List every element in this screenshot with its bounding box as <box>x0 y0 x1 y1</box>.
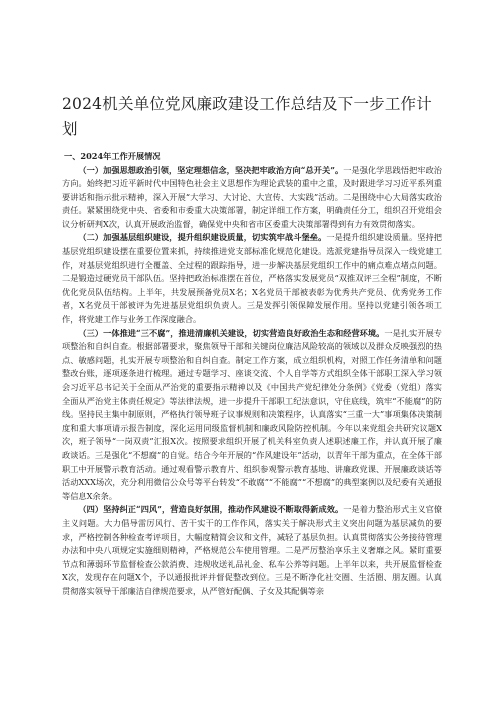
paragraph-1-lead: （一）加强思想政治引领，坚定理想信念，坚决把牢政治方向“总开关”。 <box>78 164 344 175</box>
paragraph-3-text: 一是扎实开展专项整治和自纠自查。根据部署要求，聚焦领导干部和关键岗位廉洁风险较高的领域以及群众反映强烈的热点、敏感问题，扎实开展专项整治和自纠自查。制定工作方案，成立组织机构，对照工作任务清单和问题整改台账，逐项逐条进行梳理。通过专题学习、座谈交流、个人自学等方式组织全体干部职工深入学习领会习近平总书记关于全面从严治党的重要指示精神以及《中国共产党纪律处分条例》《党委（党组）落实全面从严治党主体责任规定》等法律法规，进一步提升干部职工纪法意识，守住底线，筑牢“不能腐”的防线。坚持民主集中制原则，严格执行领导班子议事规则和决策程序，认真落实“三重一大”事项集体决策制度和重大事项请示报告制度，深化运用同级监督机制和廉政风险防控机制。今年以来党组会共研究议题X次，班子领导“一岗双责”汇报X次。按照要求组织开展了机关科室负责人述职述廉工作，并认真开展了廉政谈话。三是强化“不想腐”的自觉。结合今年开展的“作风建设年”活动，以青年干部为重点，在全体干部职工中开展警示教育活动。通过观看警示教育片、组织参观警示教育基地、讲廉政党课、开展廉政谈话等活动XXX场次，充分利用微信公众号等平台转发“不敢腐”“不能腐”“不想腐”的典型案例以及纪委有关通报等信息X余条。 <box>62 327 442 501</box>
paragraph-1-text: 一是强化学思践悟把牢政治方向。始终把习近平新时代中国特色社会主义思想作为理论武装的重中之重，及时跟进学习习近平系列重要讲话和指示批示精神，深入开展“大学习、大讨论、大宣传、大实践”活动。二是围绕中心大局落实政治责任。紧紧围绕党中央、省委和市委重大决策部署，制定详细工作方案，明确责任分工，组织召开党组会议分析研判X次，认真开展政治监督，确保党中央和省市区委重大决策部署得到有力有效贯彻落实。 <box>62 164 442 229</box>
paragraph-2-text: 一是提升组织建设质量。坚持把基层党组织建设摆在重要位置来抓，持续推进党支部标准化规范化建设。选派党建指导员深入一线党建工作，对基层党组织进行全覆盖、全过程的跟踪指导，进一步解决基层党组织工作中的痛点难点堵点问题。二是锻造过硬党员干部队伍。坚持把政治标准摆在首位，严格落实发展党员“双推双评三全程”制度，不断优化党员队伍结构。上半年，共发展预备党员X名；X名党员干部被表彰为优秀共产党员、优秀党务工作者，X名党员干部被评为先进基层党组织负责人。三是发挥引领保障发展作用。坚持以党建引领各项工作，将党建工作与业务工作深度融合。 <box>62 232 442 325</box>
paragraph-3-lead: （三）一体推进“三不腐”，推进清廉机关建设，切实营造良好政治生态和经营环境。 <box>78 327 385 338</box>
paragraph-2 <box>62 231 442 326</box>
document-body <box>62 150 442 599</box>
paragraph-4-lead: （四）坚持纠正“四风”，营造良好氛围，推动作风建设不断取得新成效。 <box>78 504 344 515</box>
paragraph-4 <box>62 503 442 598</box>
section-heading-1: 一、2024年工作开展情况 <box>64 151 161 161</box>
paragraph-1 <box>62 164 442 232</box>
paragraph-2-lead: （二）加强基层组织建设，提升组织建设质量，切实筑牢战斗堡垒。 <box>78 232 327 243</box>
document-title: 2024机关单位党风廉政建设工作总结及下一步工作计划 <box>62 95 432 138</box>
paragraph-4-text: 一是着力整治形式主义官僚主义问题。大力倡导雷厉风行、苦干实干的工作作风，落实关于解决形式主义突出问题为基层减负的要求，严格控制各种检查考评项目，大幅度精简会议和文件，减轻了基层负担。认真贯彻落实公务接待管理办法和中央八项规定实施细则精神，严格规范公车使用管理。二是严厉整治享乐主义奢靡之风。紧盯重要节点和薄弱环节监督检查公款消费、违规收送礼品礼金、私车公养等问题。上半年以来，共开展监督检查X次，发现存在问题X个，予以通报批评并督促整改到位。三是不断净化社交圈、生活圈、朋友圈。认真贯彻落实领导干部廉洁自律规范要求，从严管好配偶、子女及其配偶等亲 <box>62 504 442 596</box>
paragraph-3 <box>62 327 442 504</box>
